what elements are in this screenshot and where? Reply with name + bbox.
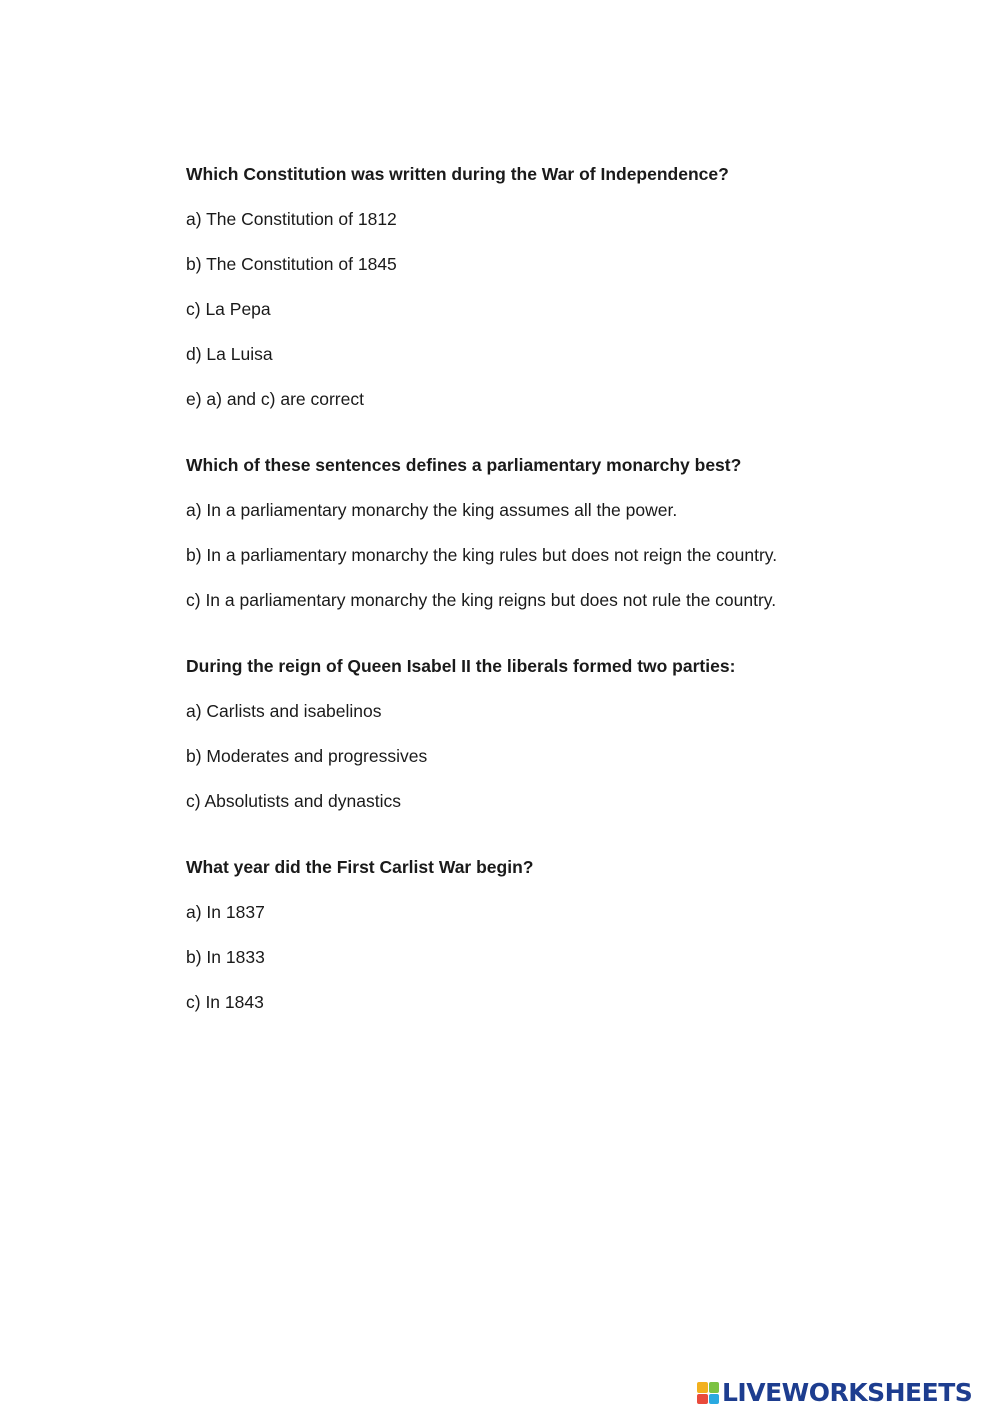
answer-option: c) In 1843 <box>186 992 264 1012</box>
answer-option: b) In 1833 <box>186 947 265 967</box>
question-4 <box>186 856 906 1013</box>
question-text: Which of these sentences defines a parliamentary monarchy best? <box>186 455 742 475</box>
logo-square-tr <box>709 1382 720 1393</box>
question-text: What year did the First Carlist War begin? <box>186 857 534 877</box>
question-text: During the reign of Queen Isabel II the liberals formed two parties: <box>186 656 736 676</box>
question-3 <box>186 655 906 812</box>
answer-option: b) Moderates and progressives <box>186 746 428 766</box>
liveworksheets-logo-icon <box>697 1382 719 1404</box>
answer-option: b) The Constitution of 1845 <box>186 254 397 274</box>
answer-option: a) In 1837 <box>186 902 265 922</box>
question-text: Which Constitution was written during the War of Independence? <box>186 164 729 184</box>
answer-option: a) The Constitution of 1812 <box>186 209 397 229</box>
answer-option: b) In a parliamentary monarchy the king rules but does not reign the country. <box>186 545 778 565</box>
question-1 <box>186 163 906 410</box>
answer-option: c) Absolutists and dynastics <box>186 791 401 811</box>
answer-option: a) In a parliamentary monarchy the king assumes all the power. <box>186 500 678 520</box>
logo-square-tl <box>697 1382 708 1393</box>
brand-name: LIVEWORKSHEETS <box>722 1378 973 1407</box>
logo-square-bl <box>697 1394 708 1405</box>
logo-square-br <box>709 1394 720 1405</box>
liveworksheets-logo <box>697 1380 972 1406</box>
answer-option: c) La Pepa <box>186 299 271 319</box>
answer-option: a) Carlists and isabelinos <box>186 701 382 721</box>
question-2 <box>186 454 906 611</box>
worksheet <box>186 163 906 1057</box>
answer-option: d) La Luisa <box>186 344 273 364</box>
answer-option: e) a) and c) are correct <box>186 389 364 409</box>
answer-option: c) In a parliamentary monarchy the king reigns but does not rule the country. <box>186 590 777 610</box>
